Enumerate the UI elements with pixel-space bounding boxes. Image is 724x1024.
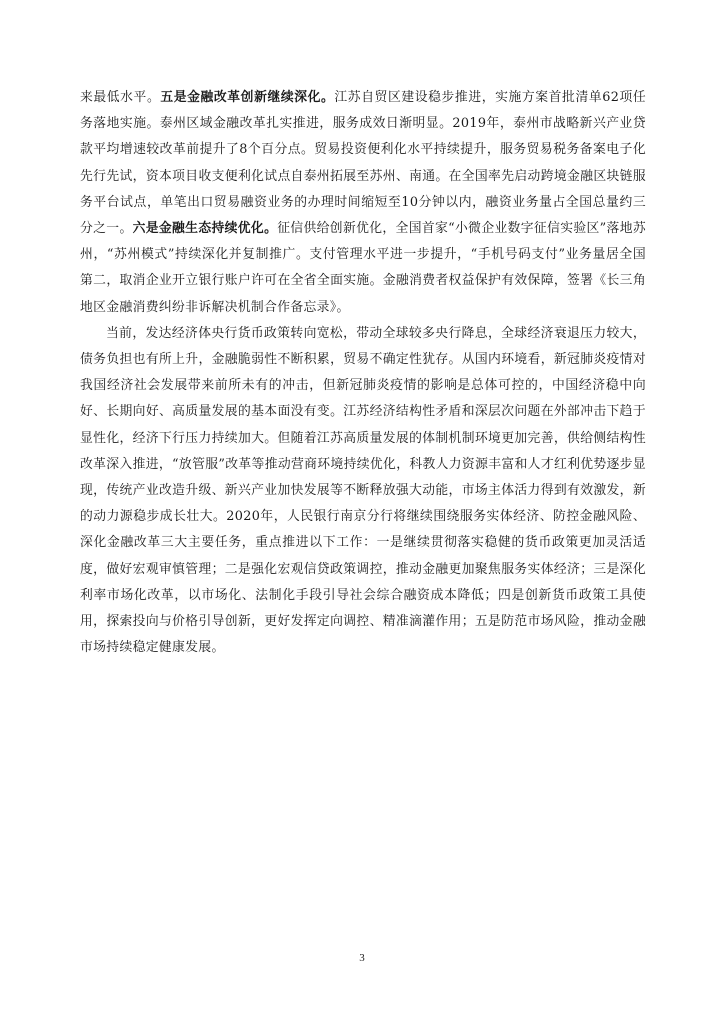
paragraph-outlook	[80, 321, 646, 662]
paragraph-financial-reform	[80, 85, 646, 321]
document-body	[80, 85, 646, 661]
text-segment: 来最低水平。	[80, 90, 161, 105]
heading-ecology-optimization: 六是金融生态持续优化。	[132, 221, 278, 237]
heading-reform-innovation: 五是金融改革创新继续深化。	[160, 90, 335, 105]
text-segment: 江苏自贸区建设稳步推进，实施方案首批清单62项任务落地实施。泰州区域金融改革扎实推进，服务成效日渐明显。2019年，泰州市战略新兴产业贷款平均增速较改革前提升了8个百分点。贸易投资便利化水平持续提升，服务贸易税务备案电子化先行先试，资本项目收支便利化试点自泰州拓展至苏州、南通。在全国率先启动跨境金融区块链服务平台试点，单笔出口贸易融资业务的办理时间缩短至10分钟以内，融资业务量占全国总量约三分之一。	[80, 90, 646, 237]
text-segment: 当前，发达经济体央行货币政策转向宽松，带动全球较多央行降息，全球经济衰退压力较大，债务负担也有所上升，金融脆弱性不断积累，贸易不确定性犹存。从国内环境看，新冠肺炎疫情对我国经济社会发展带来前所未有的冲击，但新冠肺炎疫情的影响是总体可控的，中国经济稳中向好、长期向好、高质量发展的基本面没有变。江苏经济结构性矛盾和深层次问题在外部冲击下趋于显性化，经济下行压力持续加大。但随着江苏高质量发展的体制机制环境更加完善，供给侧结构性改革深入推进，“放管服”改革等推动营商环境持续优化，科教人力资源丰富和人才红利优势逐步显现，传统产业改造升级、新兴产业加快发展等不断释放强大动能，市场主体活力得到有效激发，新的动力源稳步成长壮大。2020年，人民银行南京分行将继续围绕服务实体经济、防控金融风险、深化金融改革三大主要任务，重点推进以下工作：一是继续贯彻落实稳健的货币政策更加灵活适度，做好宏观审慎管理；二是强化宏观信贷政策调控，推动金融更加聚焦服务实体经济；三是深化利率市场化改革，以市场化、法制化手段引导社会综合融资成本降低；四是创新货币政策工具使用，探索投向与价格引导创新，更好发挥定向调控、精准滴灌作用；五是防范市场风险，推动金融市场持续稳定健康发展。	[80, 325, 646, 656]
page-number: 3	[359, 952, 365, 964]
text-segment: 征信供给创新优化，全国首家“小微企业数字征信实验区”落地苏州，“苏州模式”持续深化并复制推广。支付管理水平进一步提升，“手机号码支付”业务量居全国第二，取消企业开立银行账户许可在全省全面实施。金融消费者权益保护有效保障，签署《长三角地区金融消费纠纷非诉解决机制合作备忘录》。	[80, 221, 646, 315]
